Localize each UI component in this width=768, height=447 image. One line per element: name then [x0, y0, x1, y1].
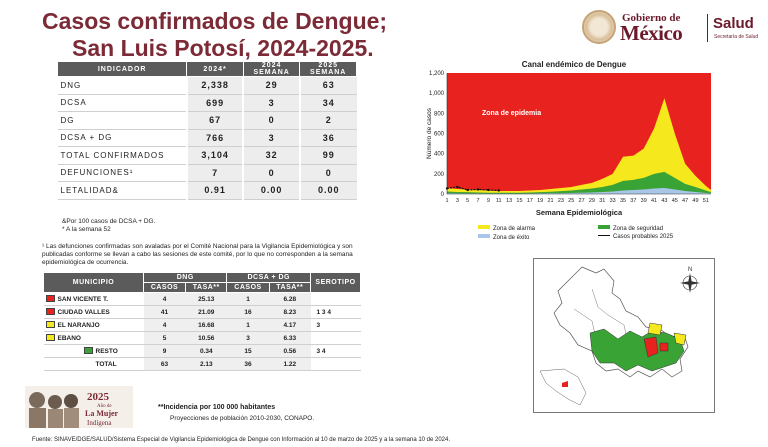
municipio-name: CIUDAD VALLES — [57, 309, 110, 316]
header-dcsa: DCSA + DG — [227, 273, 311, 283]
value-2025-semana: 34 — [300, 94, 357, 112]
municipio-name: EBANO — [57, 335, 81, 342]
point-casos-probables — [487, 189, 489, 191]
header-casos-dcsa: CASOS — [227, 283, 269, 293]
value-2024-semana: 0 — [243, 112, 300, 130]
municipio-row — [44, 345, 361, 358]
badge-text3: Indígena — [87, 419, 112, 427]
map-zone-yellow-2 — [674, 333, 686, 345]
value-2024-semana: 32 — [243, 147, 300, 165]
casos-dcsa: 15 — [227, 345, 269, 358]
indicator-table — [57, 61, 357, 200]
municipio-name-cell — [44, 332, 144, 345]
note-letalidad: &Por 100 casos de DCSA + DG. — [62, 218, 156, 225]
chart-title: Canal endémico de Dengue — [521, 60, 627, 69]
x-tick-label: 39 — [640, 198, 647, 204]
indicator-row — [58, 164, 357, 182]
casos-dng: 41 — [144, 306, 186, 319]
logo-gobierno-small: Gobierno de — [622, 12, 681, 24]
value-2024-semana: 3 — [243, 129, 300, 147]
x-tick-label: 7 — [476, 198, 480, 204]
tasa-dng: 10.56 — [186, 332, 227, 345]
x-tick-label: 31 — [599, 198, 606, 204]
x-tick-label: 17 — [526, 198, 533, 204]
logo-gobierno-big: México — [620, 21, 683, 45]
serotipo: 3 — [311, 319, 361, 332]
logo-divider — [707, 14, 708, 42]
municipio-row — [44, 293, 361, 306]
x-tick-label: 29 — [588, 198, 596, 204]
value-2025-semana: 0.00 — [300, 182, 357, 200]
endemic-channel-chart — [425, 57, 725, 247]
header-dng: DNG — [144, 273, 227, 283]
serotipo — [311, 358, 361, 371]
indicator-label: DCSA + DG — [58, 129, 187, 147]
header-municipio: MUNICIPIO — [44, 273, 144, 293]
gobierno-logo — [582, 10, 762, 50]
x-tick-label: 47 — [682, 198, 689, 204]
value-2024: 699 — [187, 94, 244, 112]
epidemia-annotation: Zona de epidemia — [482, 110, 542, 117]
x-tick-label: 23 — [557, 198, 564, 204]
casos-dcsa: 1 — [227, 319, 269, 332]
color-swatch — [84, 347, 93, 354]
x-tick-label: 13 — [506, 198, 513, 204]
casos-dng: 4 — [144, 293, 186, 306]
compass-icon — [680, 267, 700, 293]
color-swatch — [46, 295, 55, 302]
state-map — [533, 258, 715, 413]
y-tick-label: 1,000 — [428, 91, 444, 98]
casos-dng: 4 — [144, 319, 186, 332]
note-defunciones: ¹ Las defunciones confirmadas son avaladas por el Comité Nacional para la Vigilancia Epidemiológica y son publicadas conforme se llevan a cabo las sesiones de este comité, por lo que no corresponden a la semana epidemiológica de ocurrencia. — [42, 243, 353, 266]
value-2024-semana: 3 — [243, 94, 300, 112]
indicator-row — [58, 77, 357, 95]
legend-label: Zona de alarma — [493, 226, 536, 232]
municipio-name-cell — [44, 293, 144, 306]
y-tick-label: 200 — [433, 171, 444, 178]
casos-dng: 63 — [144, 358, 186, 371]
legend-swatch — [478, 225, 490, 229]
municipio-name-cell — [44, 319, 144, 332]
value-2025-semana: 63 — [300, 77, 357, 95]
x-tick-label: 37 — [630, 198, 637, 204]
tasa-dng: 21.09 — [186, 306, 227, 319]
y-axis-label: Número de casos — [426, 108, 433, 159]
tasa-dcsa: 4.17 — [269, 319, 310, 332]
seal-icon — [582, 10, 616, 44]
value-2024-semana: 0 — [243, 164, 300, 182]
header-2024-semana: 2024 SEMANA — [243, 62, 300, 77]
x-tick-label: 21 — [547, 198, 554, 204]
casos-dng: 9 — [144, 345, 186, 358]
header-serotipo: SEROTIPO — [311, 273, 361, 293]
serotipo — [311, 332, 361, 345]
x-tick-label: 1 — [445, 198, 449, 204]
legend-seguridad — [598, 225, 663, 232]
municipio-name-cell — [44, 306, 144, 319]
value-2024: 766 — [187, 129, 244, 147]
legend-exito — [478, 234, 529, 241]
source-note: Fuente: SINAVE/DGE/SALUD/Sistema Especial de Vigilancia Epidemiológica de Dengue con Información al 10 de marzo de 2025 y a la semana 10 de 2024. — [32, 437, 451, 443]
tasa-dng: 25.13 — [186, 293, 227, 306]
value-2025-semana: 36 — [300, 129, 357, 147]
logo-salud: Salud — [713, 15, 754, 32]
incidence-note: **Incidencia por 100 000 habitantes — [158, 404, 276, 411]
municipio-name: RESTO — [95, 348, 118, 355]
compass-label: N — [688, 267, 693, 273]
header-tasa-dng: TASA** — [186, 283, 227, 293]
municipio-table-body — [44, 293, 361, 371]
x-tick-label: 51 — [702, 198, 709, 204]
mujer-indigena-badge — [25, 386, 133, 428]
legend-label: Casos probables 2025 — [613, 234, 674, 240]
point-casos-probables — [477, 188, 479, 190]
mexico-inset-map — [540, 369, 586, 405]
header-2025-semana: 2025 SEMANA — [300, 62, 357, 77]
tasa-dng: 16.68 — [186, 319, 227, 332]
legend-swatch — [598, 235, 610, 236]
x-tick-label: 49 — [692, 198, 699, 204]
indicator-label: DNG — [58, 77, 187, 95]
title-line1: Casos confirmados de Dengue; — [42, 8, 388, 34]
indicator-label: TOTAL CONFIRMADOS — [58, 147, 187, 165]
value-2024: 67 — [187, 112, 244, 130]
serotipo: 1 3 4 — [311, 306, 361, 319]
map-svg — [534, 259, 714, 412]
badge-text2: La Mujer — [85, 409, 119, 418]
title-line2: San Luis Potosí, 2024-2025. — [72, 35, 374, 61]
casos-dng: 5 — [144, 332, 186, 345]
x-axis-label: Semana Epidemiológica — [535, 208, 623, 217]
municipio-row — [44, 319, 361, 332]
header-casos-dng: CASOS — [144, 283, 186, 293]
municipio-name: TOTAL — [95, 361, 117, 368]
value-2024-semana: 0.00 — [243, 182, 300, 200]
indicator-row — [58, 147, 357, 165]
x-tick-label: 27 — [578, 198, 585, 204]
municipio-row — [44, 306, 361, 319]
badge-year: 2025 — [87, 391, 109, 403]
x-tick-label: 3 — [455, 198, 459, 204]
indicator-label: DG — [58, 112, 187, 130]
value-2024: 3,104 — [187, 147, 244, 165]
indicator-label: LETALIDAD& — [58, 182, 187, 200]
tasa-dcsa: 6.33 — [269, 332, 310, 345]
x-tick-label: 45 — [671, 198, 678, 204]
x-tick-label: 15 — [516, 198, 523, 204]
value-2024: 2,338 — [187, 77, 244, 95]
map-zone-yellow-1 — [648, 323, 662, 335]
tasa-dcsa: 8.23 — [269, 306, 310, 319]
x-tick-label: 33 — [609, 198, 616, 204]
legend-label: Zona de seguridad — [613, 226, 664, 232]
value-2025-semana: 2 — [300, 112, 357, 130]
y-tick-label: 800 — [433, 111, 444, 118]
x-tick-label: 11 — [495, 198, 502, 204]
legend-label: Zona de éxito — [493, 235, 530, 241]
tasa-dcsa: 1.22 — [269, 358, 310, 371]
y-tick-label: 0 — [440, 192, 444, 198]
x-tick-label: 35 — [619, 198, 627, 204]
casos-dcsa: 16 — [227, 306, 269, 319]
municipio-name: SAN VICENTE T. — [57, 296, 109, 303]
tasa-dng: 2.13 — [186, 358, 227, 371]
legend-swatch — [478, 234, 490, 238]
color-swatch — [46, 321, 55, 328]
casos-dcsa: 1 — [227, 293, 269, 306]
tasa-dcsa: 0.56 — [269, 345, 310, 358]
color-swatch — [46, 308, 55, 315]
note-semana: * A la semana 52 — [62, 226, 111, 233]
value-2024: 7 — [187, 164, 244, 182]
population-note: Proyecciones de población 2010-2030, CONAPO. — [170, 415, 315, 422]
casos-dcsa: 36 — [227, 358, 269, 371]
y-tick-label: 1,200 — [428, 71, 444, 77]
municipio-name-cell — [44, 358, 144, 371]
indicator-label: DCSA — [58, 94, 187, 112]
x-tick-label: 25 — [568, 198, 575, 204]
y-tick-label: 400 — [433, 151, 444, 158]
indicator-row — [58, 182, 357, 200]
indicator-row — [58, 112, 357, 130]
x-tick-label: 5 — [466, 198, 470, 204]
value-2024-semana: 29 — [243, 77, 300, 95]
page-title — [42, 8, 387, 62]
value-2025-semana: 99 — [300, 147, 357, 165]
point-casos-probables — [498, 189, 500, 191]
legend-swatch — [598, 225, 610, 229]
indicator-row — [58, 94, 357, 112]
x-tick-label: 9 — [486, 198, 490, 204]
color-swatch — [46, 334, 55, 341]
municipio-name-cell — [44, 345, 144, 358]
x-tick-label: 19 — [537, 198, 544, 204]
legend-alarma — [478, 225, 535, 232]
indicator-table-body — [58, 77, 357, 200]
legend-probables — [598, 234, 673, 240]
point-casos-probables — [467, 189, 469, 191]
x-tick-label: 41 — [650, 198, 658, 204]
header-tasa-dcsa: TASA** — [269, 283, 310, 293]
municipio-table — [43, 272, 361, 371]
casos-dcsa: 3 — [227, 332, 269, 345]
tasa-dng: 0.34 — [186, 345, 227, 358]
value-2024: 0.91 — [187, 182, 244, 200]
y-tick-label: 600 — [433, 131, 444, 138]
header-indicador: INDICADOR — [58, 62, 187, 77]
indicator-label: DEFUNCIONES¹ — [58, 164, 187, 182]
municipio-name: EL NARANJO — [57, 322, 100, 329]
badge-text1: Año de — [97, 404, 112, 409]
serotipo: 3 4 — [311, 345, 361, 358]
tasa-dcsa: 6.28 — [269, 293, 310, 306]
header-2024: 2024* — [187, 62, 244, 77]
value-2025-semana: 0 — [300, 164, 357, 182]
indicator-row — [58, 129, 357, 147]
serotipo — [311, 293, 361, 306]
municipio-row — [44, 332, 361, 345]
municipio-row — [44, 358, 361, 371]
x-tick-label: 43 — [661, 198, 668, 204]
logo-salud-sub: Secretaría de Salud — [714, 34, 759, 40]
point-casos-probables — [456, 186, 458, 188]
map-zone-red-2 — [660, 343, 668, 351]
color-swatch — [84, 360, 93, 367]
